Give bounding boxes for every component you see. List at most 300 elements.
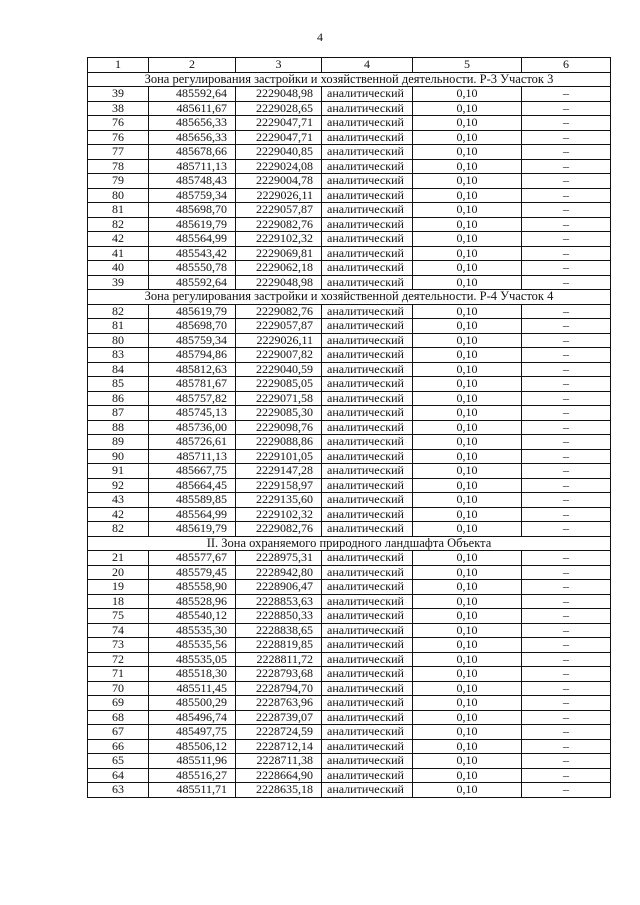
y-coordinate-cell: 2229088,86 [236,435,322,450]
table-row [88,275,611,290]
method-cell: аналитический [322,681,413,696]
accuracy-cell: 0,10 [413,638,522,653]
method-cell: аналитический [322,783,413,798]
point-number-cell: 76 [88,116,149,131]
table-row [88,739,611,754]
y-coordinate-cell: 2229147,28 [236,464,322,479]
accuracy-cell: 0,10 [413,261,522,276]
table-row [88,710,611,725]
method-cell: аналитический [322,464,413,479]
y-coordinate-cell: 2228711,38 [236,754,322,769]
table-row [88,217,611,232]
x-coordinate-cell: 485589,85 [149,493,236,508]
note-cell: – [522,710,611,725]
note-cell: – [522,478,611,493]
point-number-cell: 40 [88,261,149,276]
y-coordinate-cell: 2229085,30 [236,406,322,421]
header-cell: 5 [413,58,522,73]
x-coordinate-cell: 485564,99 [149,507,236,522]
y-coordinate-cell: 2228724,59 [236,725,322,740]
accuracy-cell: 0,10 [413,145,522,160]
y-coordinate-cell: 2229082,76 [236,522,322,537]
y-coordinate-cell: 2228838,65 [236,623,322,638]
method-cell: аналитический [322,261,413,276]
accuracy-cell: 0,10 [413,609,522,624]
x-coordinate-cell: 485664,45 [149,478,236,493]
y-coordinate-cell: 2229047,71 [236,116,322,131]
accuracy-cell: 0,10 [413,116,522,131]
method-cell: аналитический [322,435,413,450]
point-number-cell: 38 [88,101,149,116]
table-row [88,304,611,319]
table-row [88,116,611,131]
table-row [88,768,611,783]
method-cell: аналитический [322,87,413,102]
table-row [88,319,611,334]
x-coordinate-cell: 485511,45 [149,681,236,696]
note-cell: – [522,609,611,624]
point-number-cell: 92 [88,478,149,493]
accuracy-cell: 0,10 [413,406,522,421]
y-coordinate-cell: 2229026,11 [236,333,322,348]
header-cell: 6 [522,58,611,73]
point-number-cell: 79 [88,174,149,189]
y-coordinate-cell: 2229048,98 [236,275,322,290]
note-cell: – [522,594,611,609]
table-row [88,754,611,769]
y-coordinate-cell: 2228819,85 [236,638,322,653]
x-coordinate-cell: 485667,75 [149,464,236,479]
x-coordinate-cell: 485535,05 [149,652,236,667]
note-cell: – [522,116,611,131]
point-number-cell: 21 [88,551,149,566]
table-row [88,580,611,595]
x-coordinate-cell: 485535,30 [149,623,236,638]
note-cell: – [522,507,611,522]
note-cell: – [522,406,611,421]
table-row [88,130,611,145]
note-cell: – [522,391,611,406]
accuracy-cell: 0,10 [413,667,522,682]
accuracy-cell: 0,10 [413,754,522,769]
point-number-cell: 67 [88,725,149,740]
y-coordinate-cell: 2229007,82 [236,348,322,363]
y-coordinate-cell: 2229101,05 [236,449,322,464]
method-cell: аналитический [322,174,413,189]
method-cell: аналитический [322,333,413,348]
table-row [88,507,611,522]
method-cell: аналитический [322,304,413,319]
method-cell: аналитический [322,377,413,392]
y-coordinate-cell: 2228975,31 [236,551,322,566]
x-coordinate-cell: 485543,42 [149,246,236,261]
table-row [88,362,611,377]
y-coordinate-cell: 2228712,14 [236,739,322,754]
method-cell: аналитический [322,507,413,522]
x-coordinate-cell: 485711,13 [149,159,236,174]
method-cell: аналитический [322,565,413,580]
y-coordinate-cell: 2229057,87 [236,203,322,218]
x-coordinate-cell: 485656,33 [149,130,236,145]
table-row [88,377,611,392]
accuracy-cell: 0,10 [413,449,522,464]
y-coordinate-cell: 2229071,58 [236,391,322,406]
note-cell: – [522,101,611,116]
point-number-cell: 81 [88,203,149,218]
note-cell: – [522,623,611,638]
table-row [88,594,611,609]
note-cell: – [522,464,611,479]
accuracy-cell: 0,10 [413,203,522,218]
note-cell: – [522,203,611,218]
accuracy-cell: 0,10 [413,725,522,740]
x-coordinate-cell: 485781,67 [149,377,236,392]
note-cell: – [522,667,611,682]
y-coordinate-cell: 2229098,76 [236,420,322,435]
point-number-cell: 42 [88,232,149,247]
accuracy-cell: 0,10 [413,130,522,145]
accuracy-cell: 0,10 [413,101,522,116]
x-coordinate-cell: 485535,56 [149,638,236,653]
table-row [88,101,611,116]
note-cell: – [522,362,611,377]
page-number: 4 [317,30,323,44]
x-coordinate-cell: 485736,00 [149,420,236,435]
method-cell: аналитический [322,319,413,334]
method-cell: аналитический [322,754,413,769]
note-cell: – [522,565,611,580]
note-cell: – [522,319,611,334]
table-row [88,652,611,667]
note-cell: – [522,188,611,203]
point-number-cell: 84 [88,362,149,377]
note-cell: – [522,217,611,232]
x-coordinate-cell: 485516,27 [149,768,236,783]
x-coordinate-cell: 485619,79 [149,522,236,537]
y-coordinate-cell: 2228850,33 [236,609,322,624]
table-row [88,522,611,537]
y-coordinate-cell: 2228763,96 [236,696,322,711]
x-coordinate-cell: 485497,75 [149,725,236,740]
x-coordinate-cell: 485698,70 [149,319,236,334]
y-coordinate-cell: 2228906,47 [236,580,322,595]
accuracy-cell: 0,10 [413,710,522,725]
method-cell: аналитический [322,696,413,711]
method-cell: аналитический [322,159,413,174]
accuracy-cell: 0,10 [413,435,522,450]
note-cell: – [522,522,611,537]
method-cell: аналитический [322,449,413,464]
note-cell: – [522,725,611,740]
point-number-cell: 18 [88,594,149,609]
note-cell: – [522,377,611,392]
point-number-cell: 89 [88,435,149,450]
x-coordinate-cell: 485611,67 [149,101,236,116]
y-coordinate-cell: 2228739,07 [236,710,322,725]
accuracy-cell: 0,10 [413,377,522,392]
note-cell: – [522,739,611,754]
accuracy-cell: 0,10 [413,275,522,290]
note-cell: – [522,261,611,276]
point-number-cell: 66 [88,739,149,754]
point-number-cell: 80 [88,333,149,348]
y-coordinate-cell: 2228853,63 [236,594,322,609]
y-coordinate-cell: 2229040,85 [236,145,322,160]
x-coordinate-cell: 485759,34 [149,333,236,348]
x-coordinate-cell: 485812,63 [149,362,236,377]
point-number-cell: 86 [88,391,149,406]
y-coordinate-cell: 2229085,05 [236,377,322,392]
section-title-row [88,536,611,551]
point-number-cell: 64 [88,768,149,783]
x-coordinate-cell: 485592,64 [149,275,236,290]
point-number-cell: 65 [88,754,149,769]
accuracy-cell: 0,10 [413,696,522,711]
y-coordinate-cell: 2228664,90 [236,768,322,783]
note-cell: – [522,754,611,769]
method-cell: аналитический [322,478,413,493]
y-coordinate-cell: 2229158,97 [236,478,322,493]
table-row [88,203,611,218]
note-cell: – [522,145,611,160]
point-number-cell: 82 [88,217,149,232]
method-cell: аналитический [322,116,413,131]
header-cell: 3 [236,58,322,73]
accuracy-cell: 0,10 [413,217,522,232]
note-cell: – [522,435,611,450]
table-row [88,246,611,261]
note-cell: – [522,275,611,290]
x-coordinate-cell: 485745,13 [149,406,236,421]
accuracy-cell: 0,10 [413,348,522,363]
method-cell: аналитический [322,768,413,783]
y-coordinate-cell: 2228811,72 [236,652,322,667]
accuracy-cell: 0,10 [413,478,522,493]
method-cell: аналитический [322,217,413,232]
method-cell: аналитический [322,188,413,203]
note-cell: – [522,348,611,363]
point-number-cell: 72 [88,652,149,667]
table-header-row [88,58,611,73]
x-coordinate-cell: 485511,71 [149,783,236,798]
x-coordinate-cell: 485757,82 [149,391,236,406]
y-coordinate-cell: 2229062,18 [236,261,322,276]
method-cell: аналитический [322,406,413,421]
point-number-cell: 91 [88,464,149,479]
method-cell: аналитический [322,609,413,624]
x-coordinate-cell: 485759,34 [149,188,236,203]
accuracy-cell: 0,10 [413,159,522,174]
table-row [88,638,611,653]
point-number-cell: 71 [88,667,149,682]
x-coordinate-cell: 485592,64 [149,87,236,102]
y-coordinate-cell: 2229102,32 [236,507,322,522]
accuracy-cell: 0,10 [413,493,522,508]
x-coordinate-cell: 485579,45 [149,565,236,580]
y-coordinate-cell: 2229040,59 [236,362,322,377]
accuracy-cell: 0,10 [413,362,522,377]
table-row [88,333,611,348]
point-number-cell: 87 [88,406,149,421]
y-coordinate-cell: 2228942,80 [236,565,322,580]
y-coordinate-cell: 2229048,98 [236,87,322,102]
table-row [88,681,611,696]
point-number-cell: 82 [88,304,149,319]
y-coordinate-cell: 2228635,18 [236,783,322,798]
y-coordinate-cell: 2228793,68 [236,667,322,682]
y-coordinate-cell: 2229082,76 [236,217,322,232]
note-cell: – [522,638,611,653]
table-row [88,391,611,406]
accuracy-cell: 0,10 [413,681,522,696]
accuracy-cell: 0,10 [413,174,522,189]
table-row [88,87,611,102]
accuracy-cell: 0,10 [413,652,522,667]
note-cell: – [522,333,611,348]
x-coordinate-cell: 485500,29 [149,696,236,711]
x-coordinate-cell: 485748,43 [149,174,236,189]
header-cell: 4 [322,58,413,73]
point-number-cell: 42 [88,507,149,522]
x-coordinate-cell: 485511,96 [149,754,236,769]
x-coordinate-cell: 485558,90 [149,580,236,595]
point-number-cell: 63 [88,783,149,798]
y-coordinate-cell: 2229102,32 [236,232,322,247]
y-coordinate-cell: 2229057,87 [236,319,322,334]
point-number-cell: 78 [88,159,149,174]
point-number-cell: 81 [88,319,149,334]
table-row [88,232,611,247]
note-cell: – [522,580,611,595]
method-cell: аналитический [322,710,413,725]
y-coordinate-cell: 2229069,81 [236,246,322,261]
note-cell: – [522,246,611,261]
accuracy-cell: 0,10 [413,87,522,102]
note-cell: – [522,696,611,711]
point-number-cell: 74 [88,623,149,638]
method-cell: аналитический [322,580,413,595]
point-number-cell: 70 [88,681,149,696]
coordinates-table [87,57,611,798]
note-cell: – [522,551,611,566]
method-cell: аналитический [322,145,413,160]
table-row [88,174,611,189]
x-coordinate-cell: 485528,96 [149,594,236,609]
point-number-cell: 85 [88,377,149,392]
method-cell: аналитический [322,275,413,290]
y-coordinate-cell: 2229028,65 [236,101,322,116]
table-row [88,667,611,682]
x-coordinate-cell: 485656,33 [149,116,236,131]
accuracy-cell: 0,10 [413,232,522,247]
accuracy-cell: 0,10 [413,246,522,261]
note-cell: – [522,420,611,435]
method-cell: аналитический [322,420,413,435]
section-title: II. Зона охраняемого природного ландшафта Объекта [88,536,611,551]
note-cell: – [522,159,611,174]
x-coordinate-cell: 485619,79 [149,217,236,232]
table-row [88,145,611,160]
method-cell: аналитический [322,362,413,377]
method-cell: аналитический [322,493,413,508]
accuracy-cell: 0,10 [413,188,522,203]
x-coordinate-cell: 485619,79 [149,304,236,319]
point-number-cell: 39 [88,87,149,102]
note-cell: – [522,783,611,798]
point-number-cell: 68 [88,710,149,725]
section-title: Зона регулирования застройки и хозяйственной деятельности. Р-4 Участок 4 [88,290,611,305]
method-cell: аналитический [322,391,413,406]
note-cell: – [522,449,611,464]
method-cell: аналитический [322,725,413,740]
table-row [88,696,611,711]
coordinates-table-body [88,58,611,798]
y-coordinate-cell: 2228794,70 [236,681,322,696]
section-title-row [88,290,611,305]
method-cell: аналитический [322,522,413,537]
accuracy-cell: 0,10 [413,565,522,580]
x-coordinate-cell: 485711,13 [149,449,236,464]
header-cell: 1 [88,58,149,73]
accuracy-cell: 0,10 [413,768,522,783]
point-number-cell: 69 [88,696,149,711]
table-row [88,348,611,363]
y-coordinate-cell: 2229004,78 [236,174,322,189]
accuracy-cell: 0,10 [413,319,522,334]
x-coordinate-cell: 485794,86 [149,348,236,363]
table-row [88,783,611,798]
point-number-cell: 83 [88,348,149,363]
x-coordinate-cell: 485540,12 [149,609,236,624]
table-row [88,565,611,580]
table-row [88,449,611,464]
point-number-cell: 19 [88,580,149,595]
accuracy-cell: 0,10 [413,464,522,479]
method-cell: аналитический [322,652,413,667]
method-cell: аналитический [322,594,413,609]
note-cell: – [522,652,611,667]
method-cell: аналитический [322,130,413,145]
accuracy-cell: 0,10 [413,551,522,566]
note-cell: – [522,174,611,189]
accuracy-cell: 0,10 [413,623,522,638]
x-coordinate-cell: 485726,61 [149,435,236,450]
x-coordinate-cell: 485550,78 [149,261,236,276]
accuracy-cell: 0,10 [413,391,522,406]
point-number-cell: 41 [88,246,149,261]
point-number-cell: 20 [88,565,149,580]
note-cell: – [522,304,611,319]
method-cell: аналитический [322,232,413,247]
point-number-cell: 73 [88,638,149,653]
note-cell: – [522,232,611,247]
method-cell: аналитический [322,348,413,363]
x-coordinate-cell: 485518,30 [149,667,236,682]
accuracy-cell: 0,10 [413,420,522,435]
section-title-row [88,72,611,87]
accuracy-cell: 0,10 [413,594,522,609]
table-row [88,406,611,421]
x-coordinate-cell: 485577,67 [149,551,236,566]
note-cell: – [522,130,611,145]
point-number-cell: 88 [88,420,149,435]
x-coordinate-cell: 485506,12 [149,739,236,754]
x-coordinate-cell: 485698,70 [149,203,236,218]
method-cell: аналитический [322,203,413,218]
y-coordinate-cell: 2229135,60 [236,493,322,508]
point-number-cell: 77 [88,145,149,160]
point-number-cell: 76 [88,130,149,145]
